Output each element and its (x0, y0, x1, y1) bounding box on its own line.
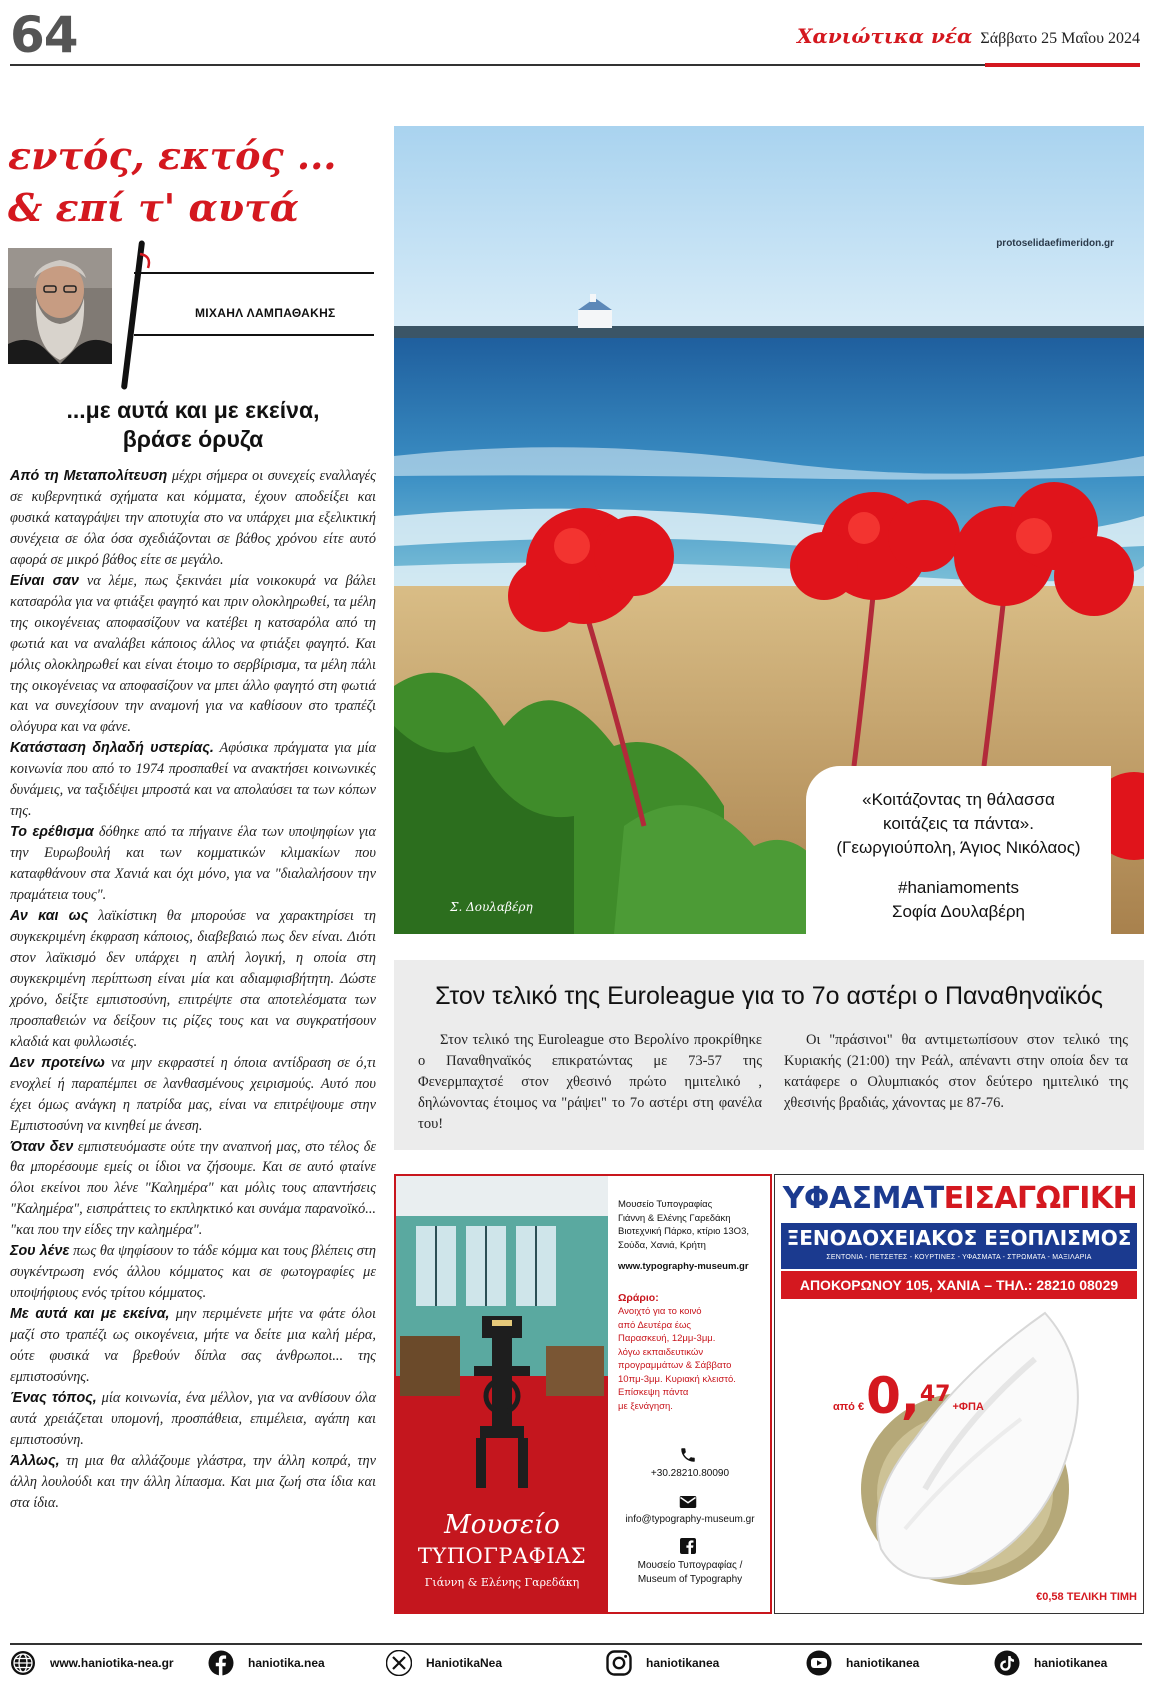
euroleague-news-box (394, 960, 1144, 1150)
news-column-left: Στον τελικό της Euroleague στο Βερολίνο προκρίθηκε ο Παναθηναϊκός επικρατώντας με 73-57 της Φενερμπαχτσέ στον χθεσινό πρώτο ημιτελικό , δηλώνοντας έτοιμος να "ράψει" το 7ο αστέρι στη φανέλα του! (418, 1032, 762, 1132)
fabric-banner-subtitle: ΣΕΝΤΟΝΙΑ - ΠΕΤΣΕΤΕΣ - ΚΟΥΡΤΙΝΕΣ - ΥΦΑΣΜΑΤΑ - ΣΤΡΩΜΑΤΑ - ΜΑΞΙΛΑΡΙΑ (826, 1254, 1092, 1261)
tiktok-icon (994, 1650, 1020, 1676)
photo-caption (806, 766, 1111, 934)
paragraph-text: μην περιμένετε μήτε να φάτε όλοι μαζί στο τραπέζι ως οικογένεια, μήτε να δείτε μια καλή μέρα, ούτε φυσικά να βρεθούν δίπλα σας άνθρωποι... της εμπιστοσύνης. (10, 1306, 376, 1385)
article-paragraph (10, 822, 376, 906)
slipper-image (845, 1299, 1085, 1599)
paragraph-lead: Από τη Μεταπολίτευση (10, 468, 168, 484)
museum-info-line: Γιάννη & Ελένης Γαρεδάκη (618, 1212, 731, 1224)
featured-photo (394, 126, 1144, 934)
price-cents: 47 (919, 1382, 951, 1407)
footer-x[interactable] (386, 1648, 502, 1678)
paragraph-text: τη μια θα αλλάζουμε γλάστρα, την άλλη κοπρά, την άλλη λουλούδι και την άλλη λίπασμα. Και μια ζωή στα ίδια και στα ίδια. (10, 1452, 376, 1511)
paragraph-lead: Κατάσταση δηλαδή υστερίας. (10, 740, 214, 757)
paragraph-lead: Σου λένε (10, 1243, 70, 1260)
news-title: Στον τελικό της Euroleague για το 7ο αστέρι ο Παναθηναϊκός (435, 982, 1103, 1010)
facebook-icon (208, 1650, 234, 1676)
masthead (797, 24, 1140, 48)
paragraph-lead: Ένας τόπος, (10, 1389, 97, 1406)
museum-info-line: Βιοτεχνική Πάρκο, κτίριο 13Ο3, (618, 1226, 749, 1237)
article-paragraph (10, 1241, 376, 1304)
museum-facebook-line2[interactable]: Museum of Typography (637, 1574, 743, 1585)
news-column-right: Οι "πράσινοι" θα αντιμετωπίσουν στον τελικό της Κυριακής (21:00) την Ρεάλ, απέναντι στην οποία δεν τα κατάφερε ο Ολυμπιακός στον δεύτερο ημιτελικό της χθεσινής βραδιάς, χάνοντας με 87-76. (784, 1032, 1128, 1111)
page-number: 64 (10, 6, 78, 64)
author-rule-top (134, 272, 374, 274)
article-paragraph (10, 738, 376, 822)
x-icon (386, 1650, 412, 1676)
article-paragraph (10, 1304, 376, 1388)
article-paragraph (10, 906, 376, 1053)
phone-icon (679, 1446, 697, 1464)
footer-instagram-text: haniotikanea (646, 1656, 720, 1670)
article-title-line2: βράσε όρυζα (122, 426, 264, 452)
fabric-brand-part1: ΥΦΑΣΜΑΤ (782, 1181, 944, 1216)
author-photo (8, 248, 112, 364)
paragraph-text: λαϊκίστικη θα μπορούσε να χαρακτηρίσει τη συγκεκριμένη έκφραση κάποιος, διαβεβαιώ πως δεν είναι. Διότι στον λαϊκισμό δεν υπάρχει η απλή λογική, η οποία στη συγκεκριμένη περίπτωση είναι μία και αδιαμφισβήτητη. Δώστε χρόνο, δείξτε εμπιστοσύνη, επιτρέψτε στα αποτελέσματα των προσπαθειών να δείξουν τις ρίζες τους και να συγκρατήσουν κλαδιά και φυλλωσιές. (10, 908, 376, 1050)
price-whole: 0, (866, 1367, 920, 1425)
paragraph-text: μία κοινωνία, ένα μέλλον, για να ανθίσουν όλα αυτά χρειάζεται υπομονή, προσπάθεια, επιμέλεια, αγάπη και εμπιστοσύνη. (10, 1389, 376, 1448)
facebook-icon (680, 1538, 696, 1554)
museum-info (618, 1198, 768, 1413)
caption-location: (Γεωργιούπολη, Άγιος Νικόλαος) (836, 838, 1081, 857)
price-vat: +ΦΠΑ (952, 1401, 984, 1413)
fabric-banner-title: ΞΕΝΟΔΟΧΕΙΑΚΟΣ ΕΞΟΠΛΙΣΜΟΣ (786, 1226, 1132, 1250)
footer-social-bar (10, 1648, 1142, 1678)
museum-photo (396, 1176, 608, 1612)
photo-credit: Σ. Δουλαβέρη (450, 900, 533, 914)
museum-logo-main: ΤΥΠΟΓΡΑΦΙΑΣ (417, 1544, 587, 1568)
fabric-price (833, 1367, 984, 1425)
paragraph-lead: Δεν προτείνω (10, 1054, 105, 1071)
footer-youtube[interactable] (806, 1648, 919, 1678)
photo-watermark: protoselidaefimeridon.gr (996, 238, 1114, 249)
article-paragraph (10, 571, 376, 739)
paragraph-lead: Αν και ως (10, 908, 89, 925)
footer-instagram[interactable] (606, 1648, 719, 1678)
paragraph-text: εμπιστευόμαστε ούτε την αναπνοή μας, στο τέλος δε θα μπορέσουμε εμείς οι ίδιοι να ζήσουμε. Και σε αυτό φταίνε όλοι εκείνοι που λένε "Καλημέρα" και μόλις τους απαντήσεις "Καλημέρα", εισπράττεις το εκπληκτικό και συνάμα παρανοϊκό... "και που την είδες την καλημέρα". (10, 1138, 376, 1239)
museum-hours-line: με ξενάγηση. (618, 1400, 673, 1412)
author-rule-bottom (134, 334, 374, 336)
museum-logo-sub: Γιάννη & Ελένης Γαρεδάκη (424, 1576, 580, 1589)
column-banner (8, 130, 378, 234)
paragraph-lead: Το ερέθισμα (10, 824, 94, 841)
footer-youtube-text: haniotikanea (846, 1656, 920, 1670)
paragraph-lead: Με αυτά και με εκείνα, (10, 1306, 170, 1323)
fabric-brand (775, 1179, 1144, 1219)
article-body (10, 466, 376, 1514)
paper-name: Χανιώτικα νέα (796, 24, 973, 48)
youtube-icon (806, 1650, 832, 1676)
paragraph-lead: Όταν δεν (10, 1138, 74, 1155)
paragraph-text: μέχρι σήμερα οι συνεχείς εναλλαγές σε κυβερνητικά σχήματα και κόμματα, έχουν αποδείξει και φυσικά καταγράψει την αποτυχία στο να υπάρχει μια εξελικτική συνέχεια σε όλα όσα σχεδιάζονται σε βάθος χρόνου είτε αυτό αφορά σε μικρό βάθος είτε σε μεγάλο. (10, 468, 376, 568)
brush-hook-decoration (118, 248, 158, 288)
issue-date: Σάββατο 25 Μαΐου 2024 (980, 30, 1140, 47)
museum-hours-line: Παρασκευή, 12μμ-3μμ. (618, 1333, 716, 1344)
paragraph-text: Αφύσικα πράγματα για μία κοινωνία που από το 1974 προσπαθεί να ανακτήσει κοινωνικές δυνάμεις, να ταξιδέψει μπροστά και να απολαύσει τα των κόπων της. (10, 740, 376, 820)
article-paragraph (10, 1053, 376, 1137)
paragraph-text: να μην εκφραστεί η όποια αντίδραση σε ό,τι ενοχλεί ή παραπέμπει σε λανθασμένους χειρισμούς. Αυτό που έχει όμως ανάγκη η πατρίδα μας, είναι να επιτρέψουμε στην Εμπιστοσύνη να κινηθεί με άνεση. (10, 1054, 376, 1134)
museum-url-link[interactable]: www.typography-museum.gr (618, 1261, 749, 1272)
museum-hours-line: από Δευτέρα έως (618, 1319, 691, 1331)
typography-museum-ad[interactable] (394, 1174, 772, 1614)
footer-rule (10, 1643, 1142, 1645)
museum-hours-line: 10πμ-3μμ. Κυριακή κλειστό. (618, 1373, 736, 1385)
museum-email[interactable]: info@typography-museum.gr (625, 1514, 755, 1525)
museum-info-line: Σούδα, Χανιά, Κρήτη (618, 1239, 706, 1251)
caption-author: Σοφία Δουλαβέρη (891, 902, 1026, 921)
footer-tiktok-text: haniotikanea (1034, 1656, 1108, 1670)
paragraph-text: πως θα ψηφίσουν το τάδε κόμμα και τους βλέπεις στη συγκέντρωση ενός άλλου κόμματος και σε φωτογραφίες με υποψήφιους ενός τρίτου κόμματος. (10, 1243, 376, 1302)
footer-facebook[interactable] (208, 1648, 325, 1678)
caption-hashtag: #haniamoments (898, 878, 1019, 897)
footer-website-text: www.haniotika-nea.gr (50, 1656, 174, 1670)
museum-hours-line: Ανοιχτό για το κοινό (618, 1306, 702, 1317)
paragraph-text: δόθηκε από τα πήγαινε έλα των υποψηφίων για την Ευρωβουλή και των κομματικών κλιμακίων που καταφθάνουν στα Χανιά και όχι μόνο, για να "διαλαλήσουν την πραμάτεια τους". (10, 824, 376, 904)
museum-phone[interactable]: +30.28210.80090 (650, 1468, 730, 1479)
article-paragraph (10, 1388, 376, 1451)
header-rule (10, 64, 1140, 66)
article-paragraph (10, 466, 376, 571)
museum-hours-title: Ωράριο: (618, 1291, 659, 1304)
paragraph-text: να λέμε, πως ξεκινάει μία νοικοκυρά να βάλει κατσαρόλα για να φτιάξει φαγητό και πριν ολοκληρωθεί, τα μέλη της οικογένειας αποφασίζουν να κατέβει η κατσαρόλα από τη φωτιά και να αναλάβει κάποιος άλλος να φτιάξει φαγητό. Και μόλις ολοκληρωθεί και είναι έτοιμο το σερβίρισμα, τα μέλη πάλι της οικογένειας να αποφασίζουν να μπει άλλο φαγητό στη φωτιά και να συνεχίσουν την αναμονή για να καθίσουν στο τραπέζι ολόγυρα και να φάνε. (10, 572, 377, 736)
article-paragraph (10, 1451, 376, 1514)
paragraph-lead: Είναι σαν (10, 572, 79, 589)
header-accent-bar (985, 63, 1140, 67)
caption-gap (806, 860, 1111, 876)
article-title (10, 396, 376, 454)
museum-hours-line: προγραμμάτων & Σάββατο (618, 1360, 732, 1371)
author-name: ΜΙΧΑΗΛ ΛΑΜΠΑΘΑΚΗΣ (195, 306, 336, 320)
museum-logo-script: Μουσείο (444, 1510, 560, 1540)
footer-facebook-text: haniotika.nea (248, 1656, 325, 1670)
museum-info-line: Μουσείο Τυπογραφίας (618, 1199, 713, 1210)
museum-hours-line: λόγω εκπαιδευτικών (618, 1346, 704, 1358)
footer-x-text: HaniotikaNea (426, 1656, 503, 1670)
fabric-brand-part2: ΕΙΣΑΓΩΓΙΚΗ (943, 1181, 1138, 1216)
fabric-final-price: €0,58 ΤΕΛΙΚΗ ΤΙΜΗ (1036, 1591, 1137, 1603)
caption-quote-line2: κοιτάζεις τα πάντα». (883, 814, 1034, 833)
fabric-banner (781, 1223, 1137, 1269)
caption-quote-line1: «Κοιτάζοντας τη θάλασσα (862, 790, 1055, 809)
column-banner-line1: εντός, εκτός ... (8, 133, 337, 178)
instagram-icon (606, 1650, 632, 1676)
museum-facebook-line1[interactable]: Μουσείο Τυπογραφίας / (637, 1560, 743, 1571)
paragraph-lead: Άλλως, (10, 1452, 60, 1469)
fabric-address: ΑΠΟΚΟΡΩΝΟΥ 105, ΧΑΝΙΑ – ΤΗΛ.: 28210 08029 (781, 1271, 1137, 1299)
email-icon (679, 1494, 697, 1510)
globe-icon (10, 1650, 36, 1676)
footer-tiktok[interactable] (994, 1648, 1107, 1678)
price-prefix: από € (833, 1401, 865, 1413)
footer-website[interactable] (10, 1648, 174, 1678)
museum-hours-line: Επίσκεψη πάντα (618, 1387, 689, 1398)
fabric-importer-ad[interactable] (774, 1174, 1144, 1614)
article-title-line1: ...με αυτά και με εκείνα, (66, 397, 320, 423)
article-paragraph (10, 1137, 376, 1242)
column-banner-line2: & επί τ' αυτά (8, 185, 299, 230)
